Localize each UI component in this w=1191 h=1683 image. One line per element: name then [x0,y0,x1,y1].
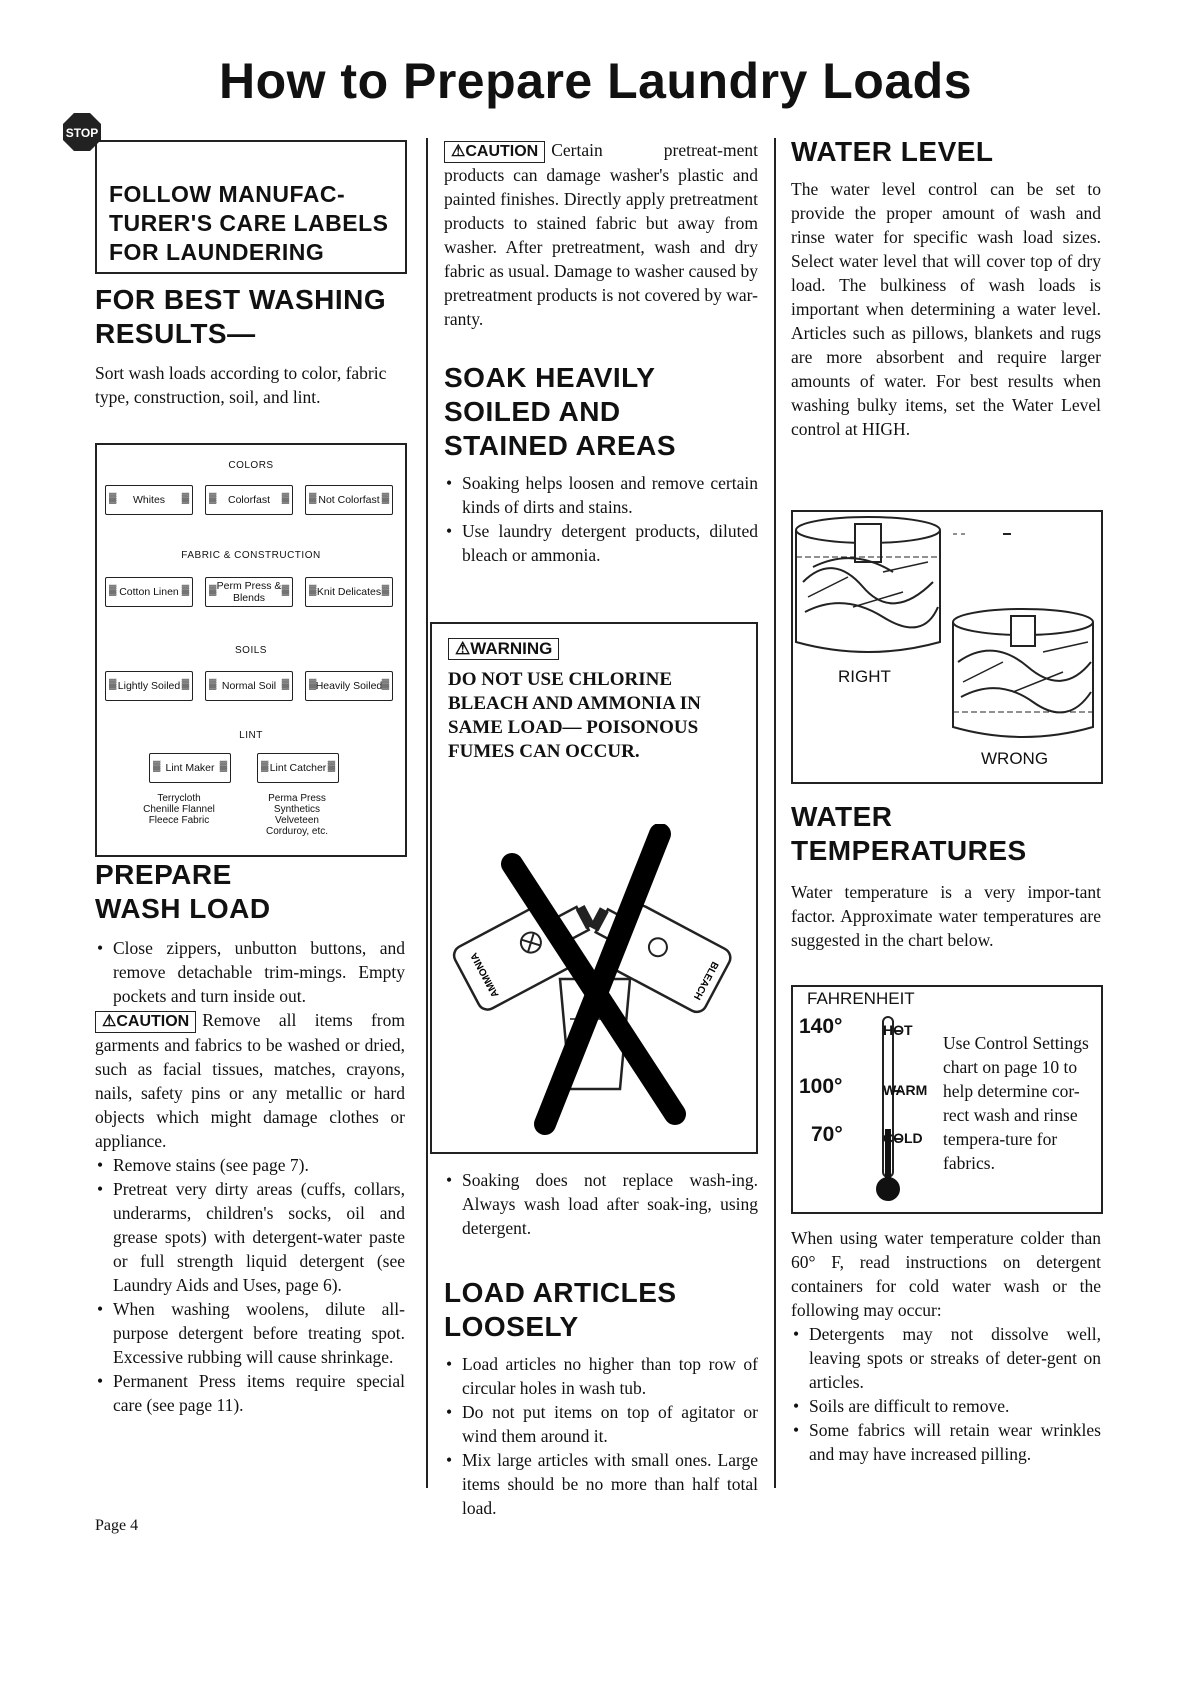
sorting-chart [95,443,407,857]
prepare-bullet: • Permanent Press items require special care (see page 11). [95,1369,405,1417]
warning-text: DO NOT USE CHLORINE BLEACH AND AMMONIA IN SAME LOAD— POISONOUS FUMES CAN OCCUR. [448,669,701,762]
care-label-notice-text: FOLLOW MANUFAC-TURER'S CARE LABELS FOR LAUNDERING [109,181,389,265]
cold-label: COLD [883,1130,923,1146]
page-number: Page 4 [95,1517,139,1534]
warm-label: WARM [883,1082,928,1098]
soak-bullet: • Soaking helps loosen and remove certain kinds of dirts and stains. [444,471,758,519]
label-heavily-soiled: ▓ Heavily Soiled ▓ [305,671,393,701]
column-divider [426,138,428,1488]
best-washing-text: Sort wash loads according to color, fabric type, construction, soil, and lint. [95,363,387,407]
pretreat-caution-text: Certain pretreat-ment products can damage washer's plastic and painted finishes. Directly apply pretreatment products to stained fabric but away from washer. After pretreatment, wash and dry fabric as usual. Damage to washer caused by pretreatment products is not covered by war-ranty. [444,140,758,329]
wash-tub-icon [793,512,1101,782]
load-bullet: • Load articles no higher than top row of circular holes in wash tub. [444,1352,758,1400]
label-perm-press: ▓ Perm Press & Blends ▓ [205,577,293,607]
prepare-caution-text: Remove all items from garments and fabrics to be washed or dried, such as facial tissues, matches, crayons, nails, safety pins or any metallic or hard objects which might damage clothes or appliance. [95,1010,405,1151]
label-colorfast: ▓ Colorfast ▓ [205,485,293,515]
right-label: RIGHT [838,667,891,686]
soak-bullet: • Use laundry detergent products, diluted bleach or ammonia. [444,519,758,567]
thermometer-icon [843,1009,923,1209]
page-title: How to Prepare Laundry Loads [218,53,972,109]
cold-water-intro: When using water temperature colder than 60° F, read instructions on detergent containers for cold water wash or the following may occur: [791,1228,1101,1320]
cold-water-bullet: • Detergents may not dissolve well, leaving spots or streaks of deter-gent on articles. [791,1322,1101,1394]
label-lightly-soiled: ▓ Lightly Soiled ▓ [105,671,193,701]
water-level-heading: WATER LEVEL [791,136,994,167]
label-lint-maker: ▓ Lint Maker ▓ [149,753,231,783]
label-normal-soil: ▓ Normal Soil ▓ [205,671,293,701]
water-level-text: The water level control can be set to provide the proper amount of wash and rinse water for specific wash load sizes. Select water level that will cover top of dry load. The bulkiness of wash loads is important when determining a water level. Articles such as pillows, blankets and rugs are more absorbent and require larger amounts of water. For best results when washing bulky items, set the Water Level control at HIGH. [791,179,1101,439]
temp-70: 70° [811,1123,843,1146]
caution-tag: ⚠CAUTION [95,1011,196,1033]
water-temp-text: Water temperature is a very impor-tant factor. Approximate water temperatures are suggested in the chart below. [791,882,1101,950]
temperature-chart [791,985,1103,1214]
ammonia-label: AMMONIA [468,950,502,999]
wrong-label: WRONG [981,749,1049,768]
soak-heading: SOAK HEAVILY SOILED AND STAINED AREAS [444,362,677,461]
soils-label: SOILS [235,645,267,656]
colors-label: COLORS [228,460,274,471]
water-temp-heading: WATER TEMPERATURES [791,801,1027,866]
lint-catcher-fabrics: Perma Press Synthetics Velveteen Corduroy, etc. [265,793,329,837]
prepare-bullet: • Pretreat very dirty areas (cuffs, collars, underarms, children's socks, oil and grease spots) with detergent-water paste or full strength liquid detergent (see Laundry Aids and Uses, page 6). [95,1177,405,1297]
hot-label: HOT [883,1022,913,1038]
temp-100: 100° [799,1075,843,1098]
fabric-label: FABRIC & CONSTRUCTION [181,550,321,561]
label-knit-delicates: ▓ Knit Delicates ▓ [305,577,393,607]
bleach-label: BLEACH [690,959,721,1002]
prepare-caution [95,1008,405,1153]
pretreat-caution [444,138,758,331]
stop-sign-text: STOP [65,126,99,140]
prepare-bullet: • Close zippers, unbutton buttons, and remove detachable trim-mings. Empty pockets and turn inside out. [95,936,405,1008]
label-lint-catcher: ▓ Lint Catcher ▓ [257,753,339,783]
cold-water-bullet: • Some fabrics will retain wear wrinkles and may have increased pilling. [791,1418,1101,1466]
water-level-illustration [791,510,1103,784]
warning-tag: ⚠WARNING [448,638,559,660]
cold-water-bullet: • Soils are difficult to remove. [791,1394,1101,1418]
caution-tag: ⚠CAUTION [444,141,545,163]
prepare-bullet: • When washing woolens, dilute all-purpose detergent before treating spot. Excessive rubbing will cause shrinkage. [95,1297,405,1369]
best-washing-heading: FOR BEST WASHING RESULTS— [95,284,387,349]
temperature-note: Use Control Settings chart on page 10 to help determine cor-rect wash and rinse tempera-ture for fabrics. [943,1033,1089,1173]
prepare-bullet: • Remove stains (see page 7). [95,1153,405,1177]
column-divider [774,138,776,1488]
label-not-colorfast: ▓ Not Colorfast ▓ [305,485,393,515]
warning-box [430,622,758,1154]
care-label-notice [95,140,407,274]
prepare-heading: PREPARE WASH LOAD [95,859,271,924]
lint-maker-fabrics: Terrycloth Chenille Flannel Fleece Fabric [143,793,215,826]
load-bullet: • Mix large articles with small ones. Large items should be no more than half total load. [444,1448,758,1520]
soak-note: • Soaking does not replace wash-ing. Always wash load after soak-ing, using detergent. [444,1168,758,1240]
chlorine-ammonia-illustration [440,824,746,1144]
fahrenheit-label: FAHRENHEIT [807,989,915,1008]
label-whites: ▓ Whites ▓ [105,485,193,515]
load-heading: LOAD ARTICLES LOOSELY [444,1277,677,1342]
load-bullet: • Do not put items on top of agitator or wind them around it. [444,1400,758,1448]
temp-140: 140° [799,1015,843,1038]
label-cotton-linen: ▓ Cotton Linen ▓ [105,577,193,607]
lint-label: LINT [239,730,263,741]
